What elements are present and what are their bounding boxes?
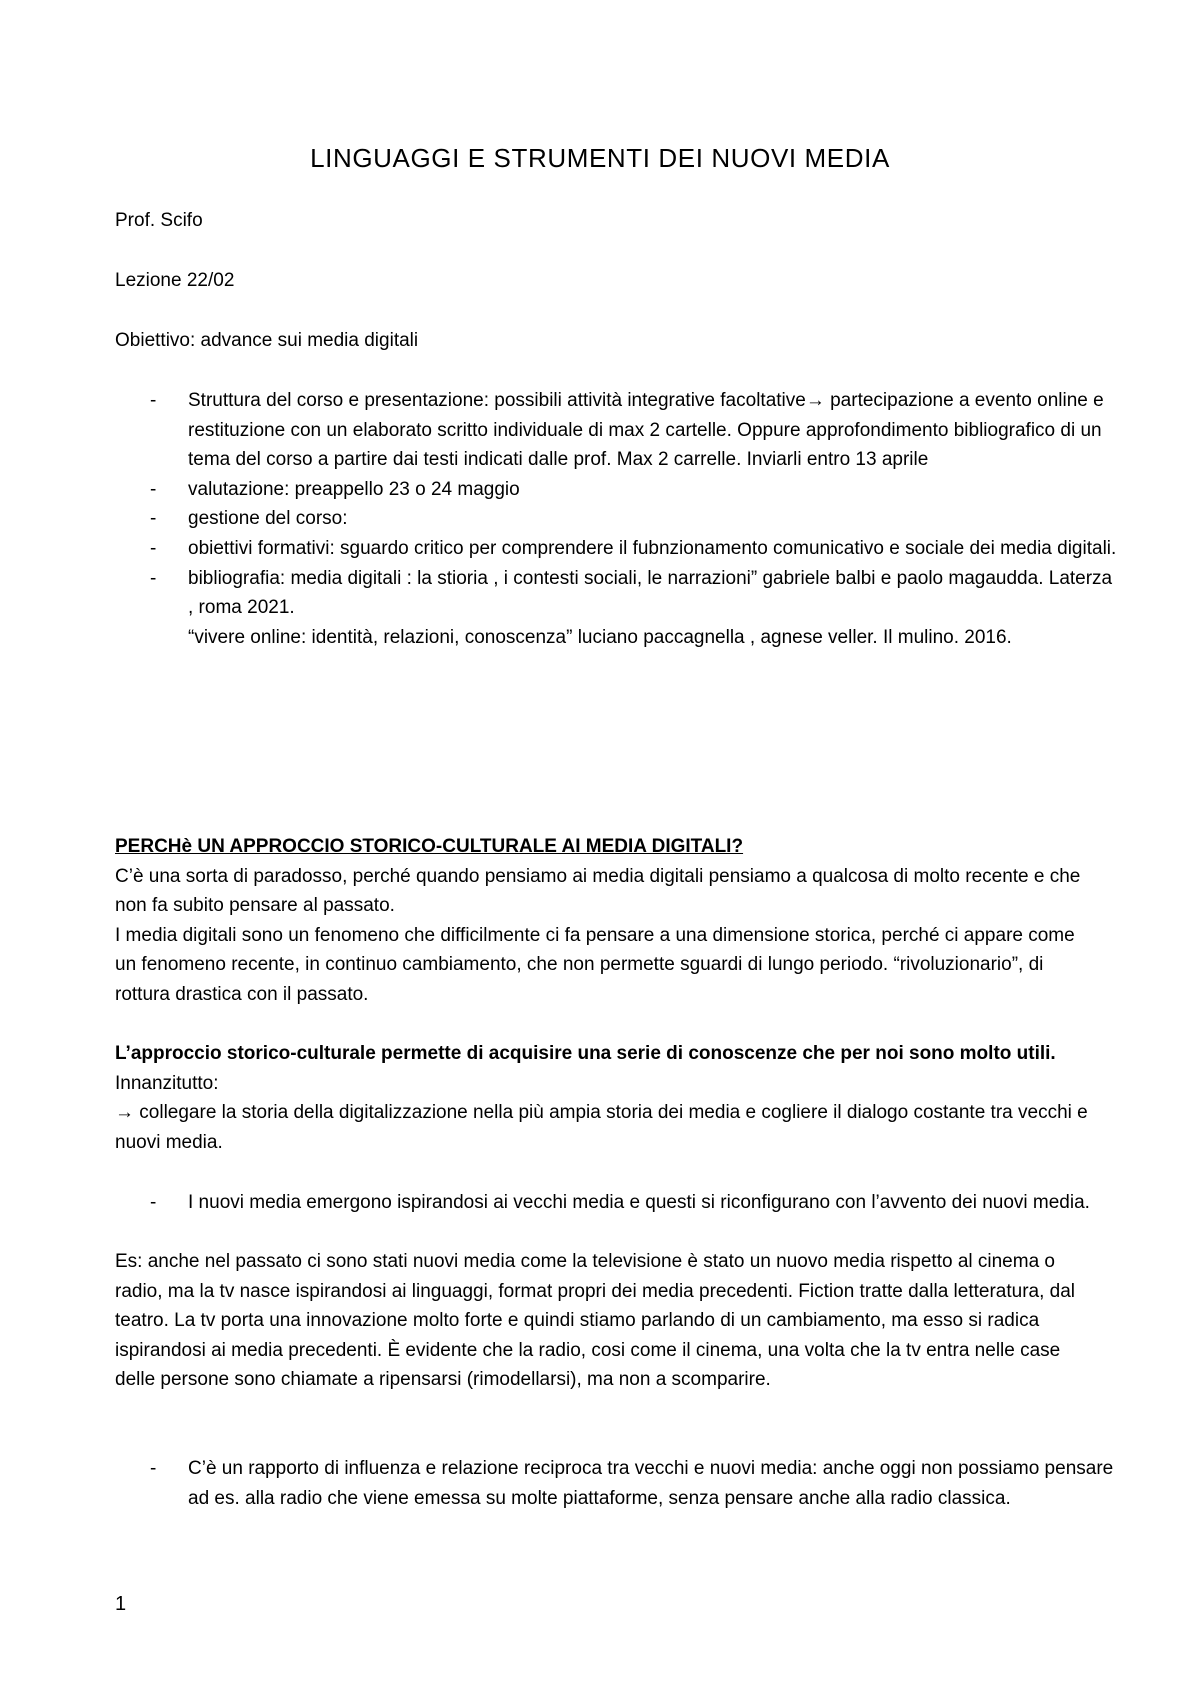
paragraph: C’è una sorta di paradosso, perché quando pensiamo ai media digitali pensiamo a qualcosa di molto recente e che non fa subito pensare al passato. <box>115 865 1081 917</box>
bullet-dash: - <box>150 390 157 411</box>
list-item <box>0 1188 1118 1218</box>
paragraph: I media digitali sono un fenomeno che difficilmente ci fa pensare a una dimensione storica, perché ci appare come un fenomeno recente, in continuo cambiamento, che non permette sguardi di lungo periodo. “rivoluzionario”, di rottura drastica con il passato. <box>115 924 1075 1005</box>
page-number: 1 <box>115 1593 127 1615</box>
paragraph: Innanzitutto: <box>115 1072 219 1094</box>
arrow-paragraph: → collegare la storia della digitalizzazione nella più ampia storia dei media e cogliere il dialogo costante tra vecchi e nuovi media. <box>115 1102 1088 1153</box>
media-list-1 <box>0 1188 1200 1218</box>
example-paragraph: Es: anche nel passato ci sono stati nuovi media come la televisione è stato un nuovo media rispetto al cinema o radio, ma la tv nasce ispirandosi ai linguaggi, format propri dei media precedenti. Fiction tratte dalla letteratura, dal teatro. La tv porta una innovazione molto forte e quindi stiamo parlando di un cambiamento, ma esso si radica ispirandosi ai media precedenti. È evidente che la radio, cosi come il cinema, una volta che la tv entra nelle case delle persone sono chiamate a ripensarsi (rimodellarsi), ma non a scomparire. <box>115 1251 1076 1391</box>
document-title: LINGUAGGI E STRUMENTI DEI NUOVI MEDIA <box>310 143 890 173</box>
bullet-dash: - <box>150 537 157 559</box>
professor-line: Prof. Scifo <box>115 210 203 231</box>
bullet-dash: - <box>150 478 157 500</box>
spacer <box>115 1010 1095 1040</box>
lesson-objective: Obiettivo: advance sui media digitali <box>115 330 419 351</box>
list-item-text: bibliografia: media digitali : la stioria , i contesti sociali, le narrazioni” gabriele balbi e paolo magaudda. Laterza , roma 2021. <box>188 567 1113 619</box>
bullet-dash: - <box>150 567 157 589</box>
list-item <box>0 534 1118 564</box>
media-list-2 <box>0 1454 1200 1513</box>
list-item-text: obiettivi formativi: sguardo critico per comprendere il fubnzionamento comunicativo e sociale dei media digitali. <box>188 537 1117 559</box>
list-item <box>0 1454 1118 1513</box>
section-body <box>115 832 1095 1158</box>
bullet-dash: - <box>150 1192 157 1213</box>
course-info-list <box>0 386 1200 652</box>
list-item-text: I nuovi media emergono ispirandosi ai vecchi media e questi si riconfigurano con l’avvento dei nuovi media. <box>188 1192 1090 1213</box>
list-item-extra-text: “vivere online: identità, relazioni, conoscenza” luciano paccagnella , agnese veller. Il mulino. 2016. <box>188 626 1012 648</box>
lesson-date: Lezione 22/02 <box>115 270 235 291</box>
list-item <box>0 504 1118 534</box>
bold-paragraph: L’approccio storico-culturale permette di acquisire una serie di conoscenze che per noi sono molto utili. <box>115 1043 1056 1065</box>
list-item-text: C’è un rapporto di influenza e relazione reciproca tra vecchi e nuovi media: anche oggi non possiamo pensare ad es. alla radio che viene emessa su molte piattaforme, senza pensare anche alla radio classica. <box>188 1458 1114 1509</box>
bullet-dash: - <box>150 508 157 530</box>
list-item <box>0 475 1118 505</box>
section-heading: PERCHè UN APPROCCIO STORICO-CULTURALE AI MEDIA DIGITALI? <box>115 836 744 857</box>
list-item-text: gestione del corso: <box>188 508 348 530</box>
list-item <box>0 386 1118 475</box>
list-item <box>0 564 1118 653</box>
example-block <box>115 1247 1095 1395</box>
list-item-text: Struttura del corso e presentazione: possibili attività integrative facoltative→ partecipazione a evento online e restituzione con un elaborato scritto individuale di max 2 cartelle. Oppure approfondimento bibliografico di un tema del corso a partire dai testi indicati dalle prof. Max 2 carrelle. Inviarli entro 13 aprile <box>188 390 1104 471</box>
bullet-dash: - <box>150 1458 157 1479</box>
list-item-text: valutazione: preappello 23 o 24 maggio <box>188 478 520 500</box>
